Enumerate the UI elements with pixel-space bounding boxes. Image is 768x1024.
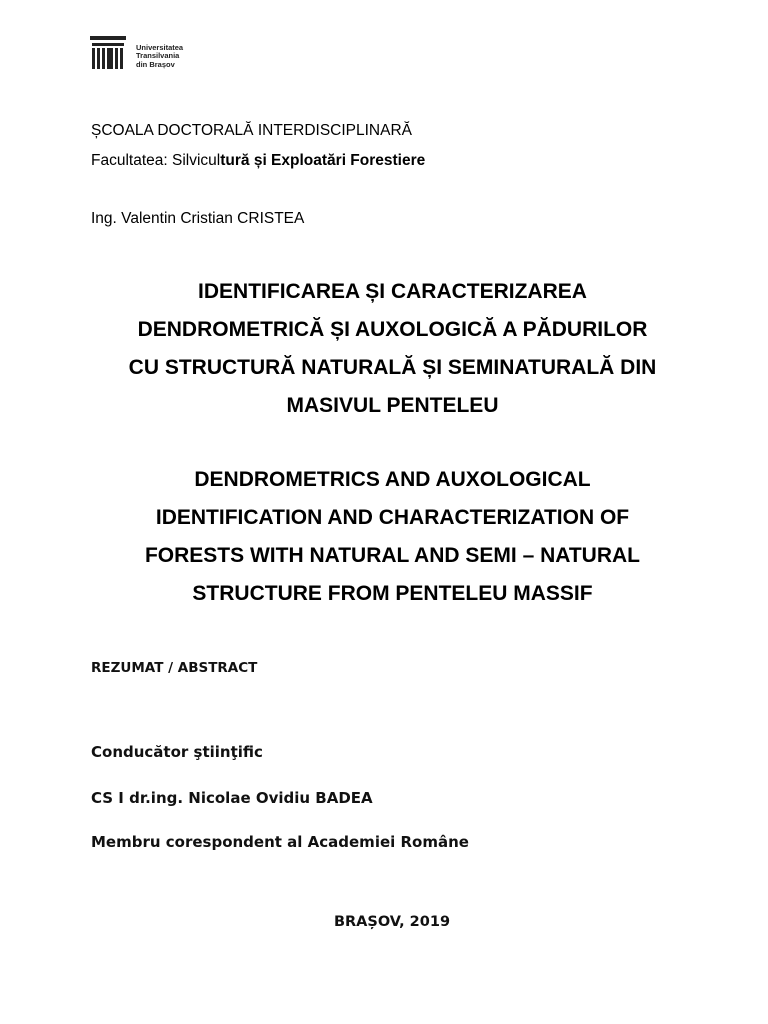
faculty-prefix: Facultatea: Silvicul <box>91 152 221 169</box>
university-building-icon <box>90 36 126 70</box>
doctoral-school: ȘCOALA DOCTORALĂ INTERDISCIPLINARĂ <box>91 122 412 139</box>
abstract-label: REZUMAT / ABSTRACT <box>91 660 258 676</box>
supervisor-name: CS I dr.ing. Nicolae Ovidiu BADEA <box>91 789 373 807</box>
thesis-title-romanian <box>80 273 705 425</box>
title-ro-line: MASIVUL PENTELEU <box>286 394 499 417</box>
supervisor-role: Membru corespondent al Academiei Române <box>91 833 469 851</box>
logo-wordmark <box>136 44 183 69</box>
supervisor-label: Conducător ştiinţific <box>91 743 263 761</box>
faculty-name-bold: tură și Exploatări Forestiere <box>220 152 426 169</box>
logo-line-3: din Brașov <box>136 59 175 69</box>
title-ro-line: DENDROMETRICĂ ȘI AUXOLOGICĂ A PĂDURILOR <box>137 318 648 341</box>
title-en-line: FORESTS WITH NATURAL AND SEMI – NATURAL <box>144 544 641 567</box>
thesis-title-english <box>80 461 705 613</box>
logo-line-1: Universitatea <box>136 43 184 52</box>
title-ro-line: CU STRUCTURĂ NATURALĂ ȘI SEMINATURALĂ DIN <box>128 356 657 379</box>
title-en-line: STRUCTURE FROM PENTELEU MASSIF <box>192 582 593 605</box>
title-en-line: IDENTIFICATION AND CHARACTERIZATION OF <box>155 506 630 529</box>
title-en-line: DENDROMETRICS AND AUXOLOGICAL <box>194 468 591 491</box>
title-ro-line: IDENTIFICAREA ȘI CARACTERIZAREA <box>198 280 587 303</box>
university-logo <box>90 36 183 70</box>
place-and-year: BRAȘOV, 2019 <box>333 914 451 930</box>
author-name: Ing. Valentin Cristian CRISTEA <box>91 210 305 227</box>
logo-line-2: Transilvania <box>136 51 180 61</box>
faculty-line <box>91 152 425 170</box>
